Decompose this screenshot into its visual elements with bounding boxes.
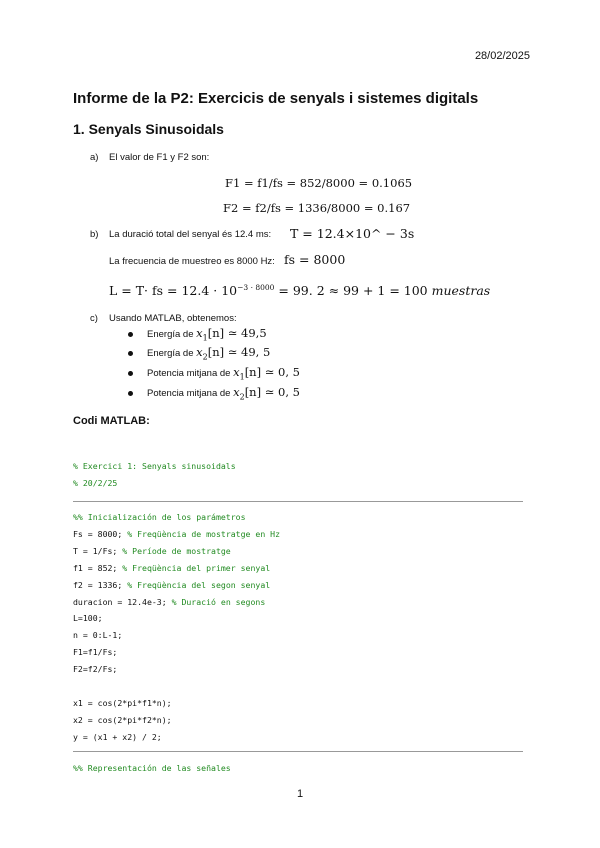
item-c-label: c) [90,313,98,324]
code-line [73,529,280,539]
document-title: Informe de la P2: Exercicis de senyals i sistemes digitals [73,90,479,107]
document-date: 28/02/2025 [474,50,530,62]
bullet-subscript: 1 [202,333,208,343]
code-line: % Exercici 1: Senyals sinusoidals [73,461,236,471]
bullet-subscript: 2 [202,352,208,362]
equation-T: T = 12.4×10^ − 3s [290,226,415,241]
code-line [73,613,103,623]
bullet-label: Potencia mitjana de [147,388,231,399]
code-section-label: Codi MATLAB: [73,415,150,427]
code-comment: % Duració en segons [171,596,266,607]
code-line [73,563,270,573]
code-line [73,580,270,590]
code-comment: % Període de mostratge [122,545,231,556]
code-text: duracion = 12.4e-3; [73,596,172,607]
bullet-variable: x [233,365,240,379]
code-text: F2=f2/Fs; [73,664,118,675]
equation-F1: F1 = f1/fs = 852/8000 = 0.1065 [225,176,413,190]
code-text: F1=f1/Fs; [73,647,118,658]
code-line: %% Representación de las señales [73,763,231,773]
bullet-variable: x [196,326,203,340]
item-c-text: Usando MATLAB, obtenemos: [109,313,237,324]
code-text: y = (x1 + x2) / 2; [73,731,162,742]
bullet-subscript: 2 [239,392,245,402]
code-text: n = 0:L-1; [73,630,123,641]
item-b-text: La duració total del senyal és 12.4 ms: [109,229,272,240]
code-text: L=100; [73,613,103,624]
item-b-text2: La frecuencia de muestreo es 8000 Hz: [109,256,275,267]
code-line [73,732,162,742]
equation-L-right: = 99. 2 ≈ 99 + 1 = 100 [274,283,432,299]
page-number: 1 [296,788,304,800]
bullet-value: [n] ≃ 49, 5 [207,345,271,359]
bullet-icon [128,351,133,356]
equation-fs: fs = 8000 [284,252,346,267]
code-text: f2 = 1336; [73,579,128,590]
code-line: % 20/2/25 [73,478,118,488]
list-item [128,365,300,381]
bullet-variable: x [196,345,203,359]
code-text: x1 = cos(2*pi*f1*n); [73,697,172,708]
item-a-label: a) [90,152,99,163]
bullet-value: [n] ≃ 0, 5 [244,365,300,379]
list-item [128,345,270,361]
item-b-label: b) [90,229,99,240]
code-line [73,597,265,607]
code-line [73,630,122,640]
bullet-icon [128,332,133,337]
bullet-label: Potencia mitjana de [147,368,231,379]
bullet-icon [128,391,133,396]
code-comment: % Freqüència de mostratge en Hz [127,528,281,539]
code-line [73,546,231,556]
equation-L-word: muestras [431,283,491,299]
list-item [128,385,300,401]
equation-F2: F2 = f2/fs = 1336/8000 = 0.167 [223,201,411,215]
bullet-icon [128,371,133,376]
code-line [73,698,172,708]
divider [73,501,523,502]
list-item [128,326,267,342]
code-text: x2 = cos(2*pi*f2*n); [73,714,172,725]
code-line [73,664,117,674]
bullet-label: Energía de [147,348,194,359]
code-comment: %% Inicialización de los parámetros [73,512,246,522]
bullet-value: [n] ≃ 0, 5 [244,385,300,399]
code-text: T = 1/Fs; [73,545,123,556]
code-comment: % Freqüència del segon senyal [127,579,271,590]
code-line [73,647,117,657]
code-text: f1 = 852; [73,562,123,573]
bullet-variable: x [233,385,240,399]
equation-L-exponent: −3 · 8000 [237,283,275,292]
divider [73,751,523,752]
bullet-value: [n] ≃ 49,5 [207,326,267,340]
section-heading: 1. Senyals Sinusoidals [73,121,224,137]
equation-L-left: L = T· fs = 12.4 · 10 [109,283,238,299]
code-text: Fs = 8000; [73,528,128,539]
bullet-label: Energía de [147,329,194,340]
bullet-subscript: 1 [239,372,245,382]
item-a-text: El valor de F1 y F2 son: [109,152,210,163]
equation-L [109,283,490,298]
code-line [73,512,246,522]
code-line [73,715,172,725]
code-comment: % Freqüència del primer senyal [122,562,271,573]
